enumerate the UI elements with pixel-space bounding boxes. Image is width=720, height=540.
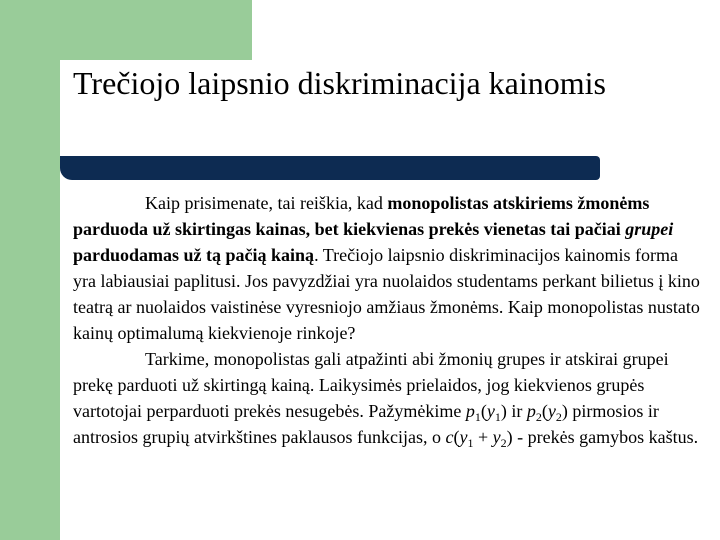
bold-text: parduodamas už tą pačią kainą bbox=[73, 245, 315, 265]
subscript: 2 bbox=[535, 410, 542, 424]
subscript: 1 bbox=[467, 436, 474, 450]
var-y: y bbox=[459, 427, 468, 447]
text: Kaip prisimenate, tai reiškia, kad bbox=[145, 193, 388, 213]
top-accent-block bbox=[60, 0, 252, 60]
text: - prekės gamybos kaštus. bbox=[512, 427, 699, 447]
bold-italic-text: grupei bbox=[625, 219, 674, 239]
subscript: 1 bbox=[494, 410, 501, 424]
subscript: 2 bbox=[555, 410, 562, 424]
text: + bbox=[473, 427, 493, 447]
var-p: p bbox=[526, 401, 536, 421]
paragraph-1 bbox=[73, 190, 705, 346]
var-y: y bbox=[492, 427, 501, 447]
text: ir bbox=[506, 401, 527, 421]
var-p: p bbox=[465, 401, 475, 421]
paragraph-2: Tarkime, monopolistas gali atpažinti abi žmonių grupes ir atskirai grupei prekę parduoti už skirtingą kainą. Laikysimės prielaidos, jog kiekvienos grupės vartotojai perparduoti prekės nesugebės. Pažymėkime $p_1(y_1)$ ir $p_2(y_2)$ pirmosios ir antrosios grupių atvirkštines paklausos funkcijas, o $c(y_1 + y_2)$ - prekės gamybos kaštus. bbox=[73, 349, 699, 450]
text: Tarkime, monopolistas gali atpažinti abi žmonių grupes ir atskirai grupei prekę parduoti už skirtingą kainą. Laikysimės prielaidos, jog kiekvienos grupės vartotojai perparduoti prekės nesugebės. Pažymėkime bbox=[73, 349, 669, 421]
slide-title: Trečiojo laipsnio diskriminacija kainomis bbox=[73, 65, 606, 101]
left-accent-bar bbox=[0, 0, 60, 540]
var-y: y bbox=[547, 401, 556, 421]
text: . Trečiojo laipsnio diskriminacijos kainomis forma yra labiausiai paplitusi. Jos pavyzdžiai yra nuolaidos studentams perkant bilietus į kino teatrą ar nuolaidos vaistinėse vyresniojo amžiaus žmonėms. Kaip monopolistas nustato kainų optimalumą kiekvienoje rinkoje? bbox=[73, 245, 700, 343]
slide-body bbox=[73, 190, 705, 450]
subscript: 2 bbox=[500, 436, 507, 450]
var-y: y bbox=[486, 401, 495, 421]
subscript: 1 bbox=[474, 410, 481, 424]
title-divider bbox=[60, 156, 600, 180]
text: pirmosios ir antrosios grupių atvirkštines paklausos funkcijas, o bbox=[73, 401, 659, 447]
bold-text: monopolistas atskiriems žmonėms parduoda už skirtingas kainas, bet kiekvienas prekės vienetas tai pačiai bbox=[73, 193, 650, 239]
var-c: c bbox=[445, 427, 454, 447]
